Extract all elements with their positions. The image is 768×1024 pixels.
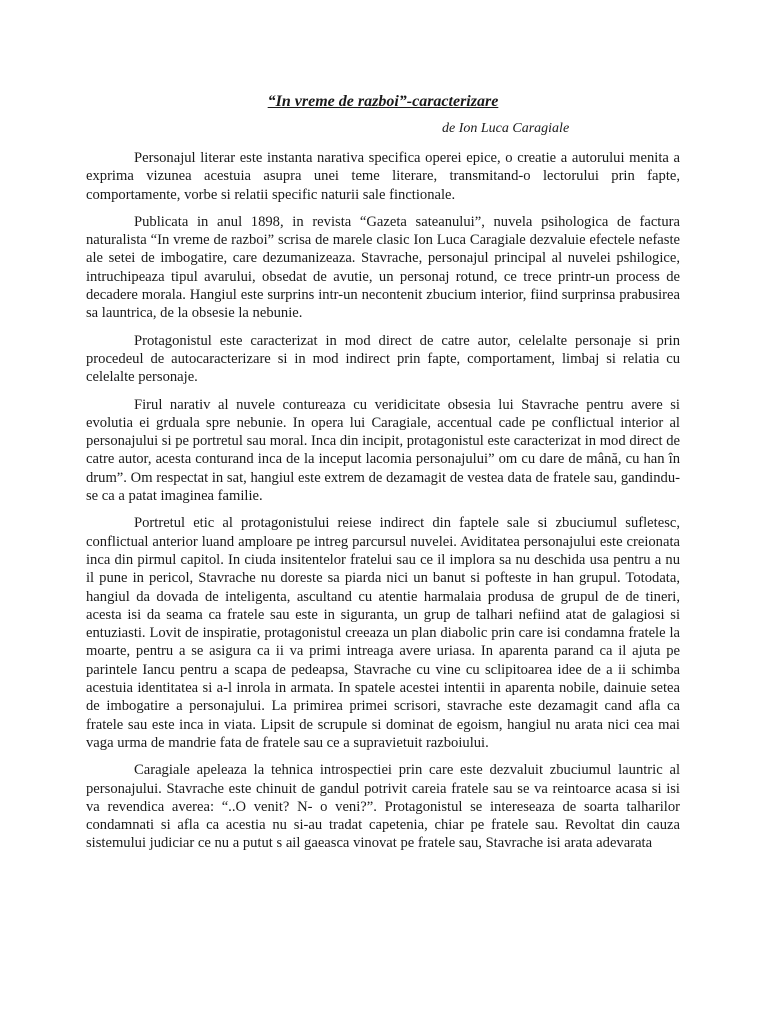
document-page — [86, 92, 680, 862]
paragraph-5: Portretul etic al protagonistului reiese indirect din faptele sale si zbuciumul sufletesc, conflictual anterior luand amploare pe intreg parcursul nuvelei. Aviditatea personajului este creionata inca din pirmul capitol. In ciuda insitentelor fratelui sau ce il implora sa nu deschida usa pentru a nu il pune in pericol, Stavrache nu doreste sa piarda nici un banut si pofteste in han grupul. Totodata, hangiul da dovada de inteligenta, ascultand cu atentie harmalaia produsa de grupul de de tineri, acesta isi da seama ca fratele sau este in siguranta, un grup de talhari nefiind atat de galagiosi si entuziasti. Lovit de inspiratie, protagonistul creeaza un plan diabolic prin care isi condamna fratele la moarte, pentru a se asigura ca ii va primi intreaga avere uriasa. In aparenta parand ca il ajuta pe parintele Iancu pentru a scapa de pedeapsa, Stavrache cu vine cu sclipitoarea idee de a ii schimba acestuia identitatea si a-l inrola in armata. In spatele acestei intentii in aparenta nobile, dainuie setea de imbogatire a personajului. La primirea primei scrisori, stavrache este dezamagit cand afla ca fratele sau este inca in viata. Lipsit de scrupule si dominat de egoism, hangiul nu arata nici cea mai vaga urma de mandrie fata de fratele sau ce a supravietuit razboiului. — [86, 515, 680, 751]
document-title: “In vreme de razboi”-caracterizare — [267, 93, 499, 110]
paragraph-2: Publicata in anul 1898, in revista “Gazeta sateanului”, nuvela psihologica de factura naturalista “In vreme de razboi” scrisa de marele clasic Ion Luca Caragiale dezvaluie efectele nefaste ale setei de imbogatire, care dezumanizeaza. Stavrache, personajul principal al nuvelei pshilogice, intruchipeaza tipul avarului, obsedat de avutie, un personaj rotund, ce trece printr-un process de decadere morala. Hangiul este surprins intr-un necontenit zbucium interior, fiind surprinsa prabusirea sa launtrica, de la obsesie la nebunie. — [86, 213, 680, 322]
document-author: de Ion Luca Caragiale — [442, 121, 570, 136]
paragraph-1: Personajul literar este instanta narativa specifica operei epice, o creatie a autorului menita a exprima vizunea acestuia asupra unei teme literare, transmitand-o lectorului prin fapte, comportamente, vorbe si relatii specific naturii sale finctionale. — [86, 150, 680, 203]
paragraph-3: Protagonistul este caracterizat in mod direct de catre autor, celelalte personaje si prin procedeul de autocaracterizare si in mod indirect prin fapte, comportament, limbaj si relatia cu celelalte personaje. — [86, 332, 680, 386]
paragraph-6: Caragiale apeleaza la tehnica introspectiei prin care este dezvaluit zbuciumul launtric al personajului. Stavrache este chinuit de gandul potrivit careia fratele sau se va reintoarce acasa si isi va revendica averea: “..O venit? N- o veni?”. Protagonistul se intereseaza de soarta talharilor condamnati si afla ca acestia nu si-au tradat capetenia, chiar pe fratele sau. Revoltat din cauza sistemului judiciar ce nu a putut s ail gaeasca vinovat pe fratele sau, Stavrache isi arata adevarata — [86, 762, 680, 852]
paragraph-4: Firul narativ al nuvele contureaza cu veridicitate obsesia lui Stavrache pentru avere si evolutia ei grduala spre nebunie. In opera lui Caragiale, accentual cade pe conflictual interior al personajului si pe portretul sau moral. Inca din incipit, protagonistul este caracterizat in mod direct de catre autor, acesta conturand inca de la inceput lacomia personajului” om cu dare de mână, cu han în drum”. Om respectat in sat, hangiul este extrem de dezamagit de vestea data de fratele sau, gandindu-se ca a patat imaginea familie. — [86, 396, 680, 505]
